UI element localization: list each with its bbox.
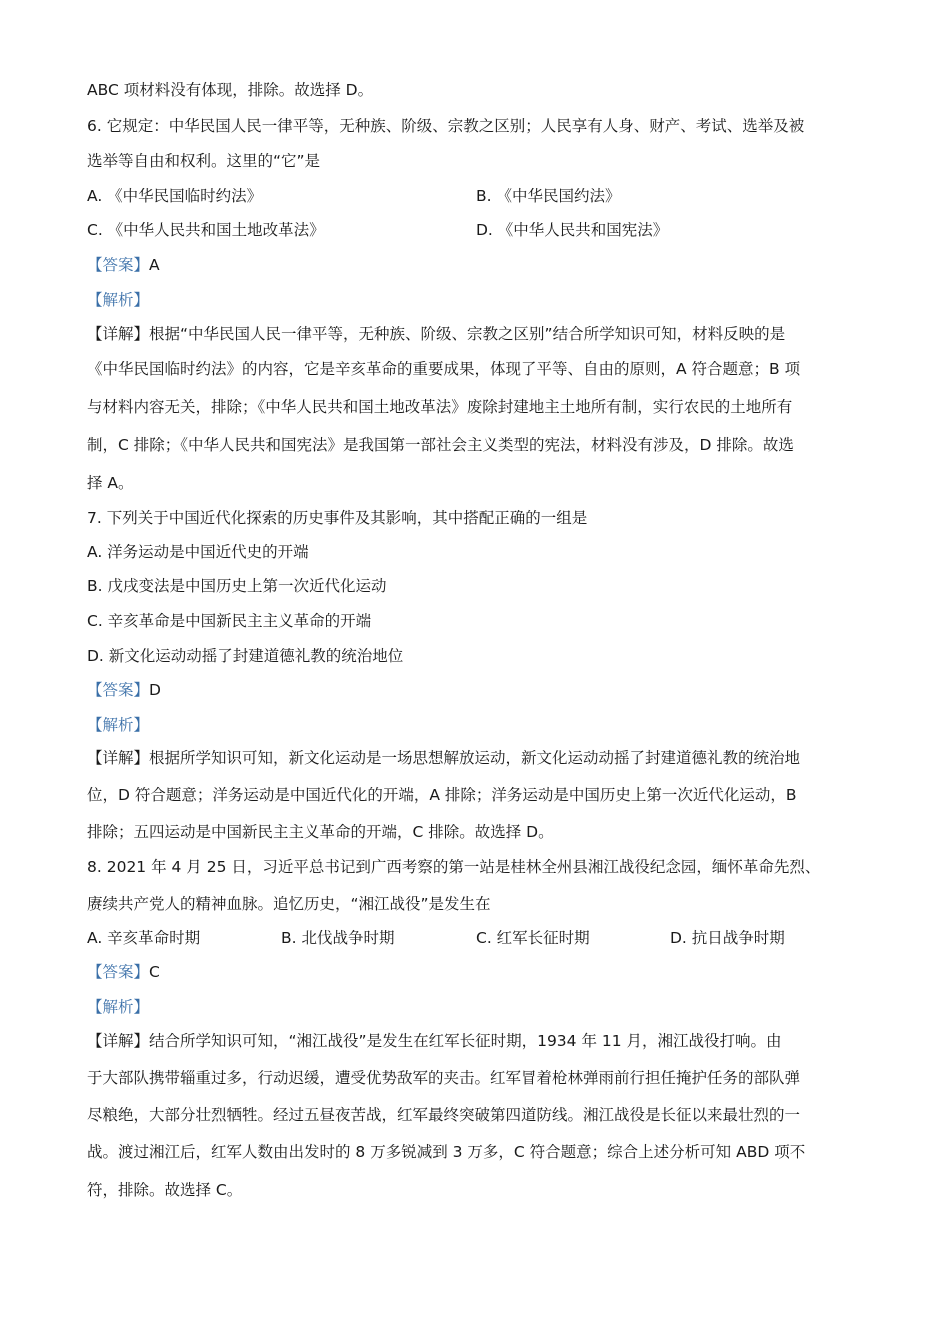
- q6-answer-value: A: [149, 256, 160, 274]
- q8-answer-line: [87, 962, 867, 982]
- q6-stem-line-2: 选举等自由和权利。这里的“它”是: [87, 152, 321, 170]
- detail-tag: 【详解】: [87, 749, 150, 767]
- q8-answer-value: C: [149, 963, 160, 981]
- q7-detail-line-2: 位，D 符合题意；洋务运动是中国近代化的开端，A 排除；洋务运动是中国历史上第一次近代化运动，B: [87, 786, 797, 804]
- q7-answer-value: D: [149, 681, 161, 699]
- q7-option-d: D. 新文化运动动摇了封建道德礼教的统治地位: [87, 647, 404, 665]
- detail-tag: 【详解】: [87, 1032, 150, 1050]
- q6-detail-line-4: 制，C 排除；《中华人民共和国宪法》是我国第一部社会主义类型的宪法，材料没有涉及，D 排除。故选: [87, 436, 794, 454]
- q6-option-b: B. 《中华民国约法》: [476, 187, 621, 205]
- q6-option-a: A. 《中华民国临时约法》: [87, 187, 263, 205]
- q8-option-d: D. 抗日战争时期: [670, 929, 785, 947]
- q7-answer-line: [87, 680, 867, 700]
- q8-option-c: C. 红军长征时期: [476, 929, 590, 947]
- q6-detail-line-1: [87, 324, 867, 344]
- q6-stem-line-1: 6. 它规定：中华民国人民一律平等，无种族、阶级、宗教之区别；人民享有人身、财产、考试、选举及被: [87, 117, 805, 135]
- q8-detail-line-5: 符，排除。故选择 C。: [87, 1181, 243, 1199]
- q8-analysis-tag: 【解析】: [87, 998, 150, 1016]
- q7-analysis-tag: 【解析】: [87, 716, 150, 734]
- q7-detail-text-1: 根据所学知识可知，新文化运动是一场思想解放运动，新文化运动动摇了封建道德礼教的统治地: [149, 749, 801, 767]
- q8-detail-line-3: 尽粮绝，大部分壮烈牺牲。经过五昼夜苦战，红军最终突破第四道防线。湘江战役是长征以来最壮烈的一: [87, 1106, 801, 1124]
- answer-tag: 【答案】: [87, 681, 150, 699]
- q8-option-b: B. 北伐战争时期: [281, 929, 395, 947]
- q6-detail-line-3: 与材料内容无关，排除；《中华人民共和国土地改革法》废除封建地主土地所有制，实行农民的土地所有: [87, 398, 793, 416]
- q8-detail-line-2: 于大部队携带辎重过多，行动迟缓，遭受优势敌军的夹击。红军冒着枪林弹雨前行担任掩护任务的部队弹: [87, 1069, 801, 1087]
- q6-detail-line-5: 择 A。: [87, 474, 134, 492]
- q8-stem-line-1: 8. 2021 年 4 月 25 日，习近平总书记到广西考察的第一站是桂林全州县湘江战役纪念园，缅怀革命先烈、: [87, 858, 821, 876]
- q6-option-c: C. 《中华人民共和国土地改革法》: [87, 221, 325, 239]
- q6-option-d: D. 《中华人民共和国宪法》: [476, 221, 669, 239]
- answer-tag: 【答案】: [87, 256, 150, 274]
- q8-detail-text-1: 结合所学知识可知，“湘江战役”是发生在红军长征时期，1934 年 11 月，湘江战役打响。由: [149, 1032, 782, 1050]
- detail-tag: 【详解】: [87, 325, 150, 343]
- q7-detail-line-3: 排除；五四运动是中国新民主主义革命的开端，C 排除。故选择 D。: [87, 823, 554, 841]
- q8-detail-line-1: [87, 1031, 867, 1051]
- q7-stem: 7. 下列关于中国近代化探索的历史事件及其影响，其中搭配正确的一组是: [87, 509, 588, 527]
- q7-detail-line-1: [87, 748, 867, 768]
- q6-detail-line-2: 《中华民国临时约法》的内容，它是辛亥革命的重要成果，体现了平等、自由的原则，A 符合题意；B 项: [87, 360, 801, 378]
- q6-answer-line: [87, 255, 867, 275]
- q7-option-a: A. 洋务运动是中国近代史的开端: [87, 543, 309, 561]
- intro-line: ABC 项材料没有体现，排除。故选择 D。: [87, 81, 374, 99]
- q7-option-c: C. 辛亥革命是中国新民主主义革命的开端: [87, 612, 372, 630]
- q8-option-a: A. 辛亥革命时期: [87, 929, 201, 947]
- q8-detail-line-4: 战。渡过湘江后，红军人数由出发时的 8 万多锐减到 3 万多，C 符合题意；综合上述分析可知 ABD 项不: [87, 1143, 806, 1161]
- q7-option-b: B. 戊戌变法是中国历史上第一次近代化运动: [87, 577, 387, 595]
- q8-stem-line-2: 赓续共产党人的精神血脉。追忆历史，“湘江战役”是发生在: [87, 895, 491, 913]
- q6-analysis-tag: 【解析】: [87, 291, 150, 309]
- answer-tag: 【答案】: [87, 963, 150, 981]
- q6-detail-text-1: 根据“中华民国人民一律平等，无种族、阶级、宗教之区别”结合所学知识可知，材料反映的是: [149, 325, 786, 343]
